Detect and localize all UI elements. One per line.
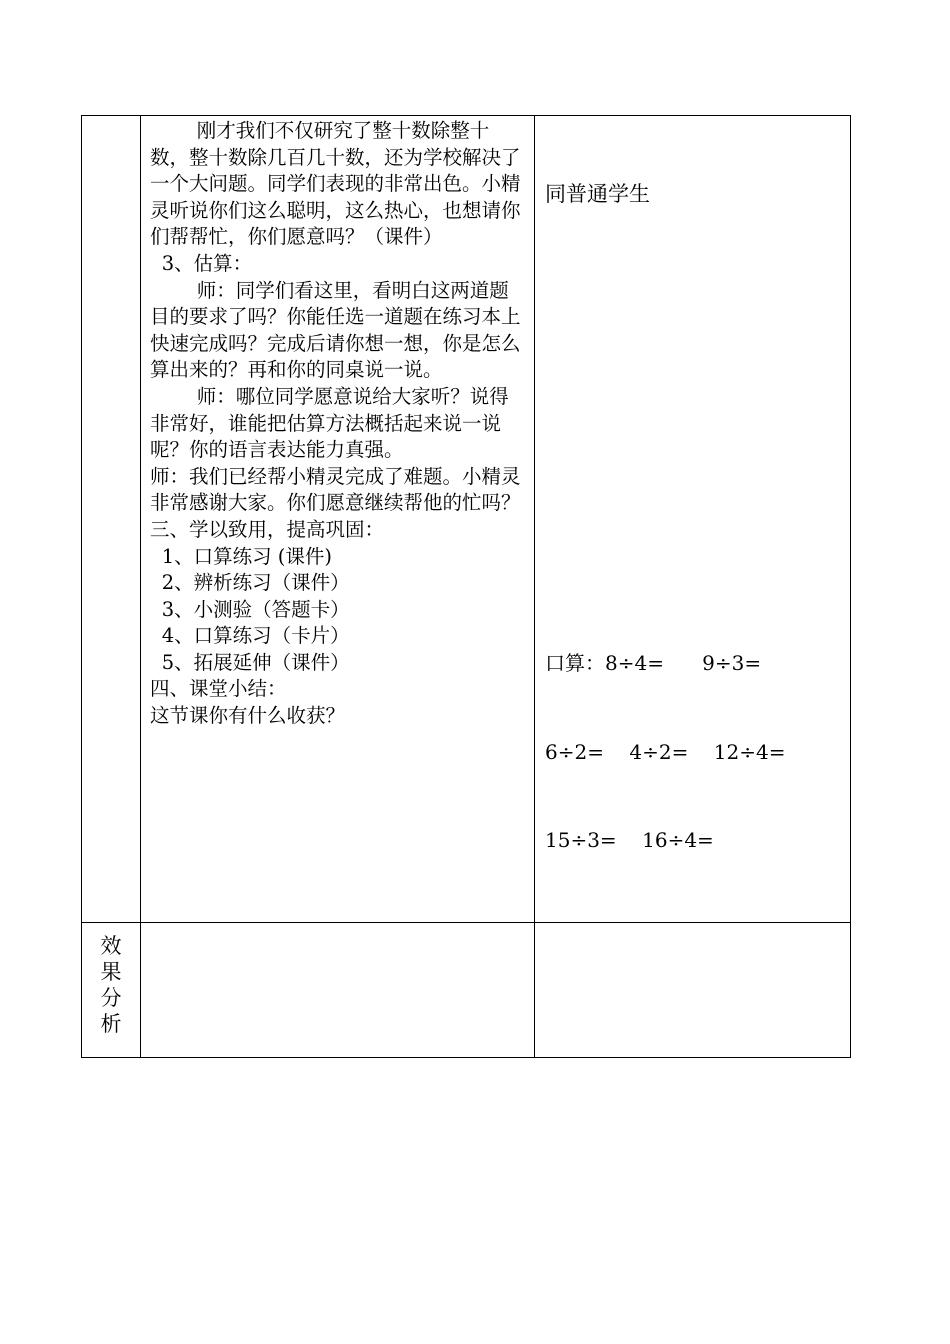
lesson-paragraph: 这节课你有什么收获？ — [150, 704, 346, 728]
lesson-paragraph: 4、口算练习（卡片） — [161, 624, 350, 648]
effect-analysis-label — [99, 933, 123, 1037]
lesson-content — [141, 116, 534, 730]
effect-analysis-row — [82, 923, 851, 1058]
label-char: 析 — [100, 1012, 122, 1036]
lesson-paragraph: 师：同学们看这里，看明白这两道题目的要求了吗？你能任选一道题在练习本上快速完成吗？完成后请你想一想，你是怎么算出来的？再和你的同桌说一说。 — [150, 278, 521, 382]
notes-cell — [535, 116, 851, 923]
lesson-row — [82, 116, 851, 923]
lesson-paragraph: 师：我们已经帮小精灵完成了难题。小精灵非常感谢大家。你们愿意继续帮他的忙吗？ — [150, 464, 521, 515]
lesson-paragraph: 5、拓展延伸（课件） — [161, 650, 350, 674]
lesson-paragraph: 1、口算练习 (课件) — [161, 544, 333, 568]
label-char: 果 — [100, 960, 122, 984]
effect-analysis-notes-cell — [535, 923, 851, 1058]
lesson-paragraph: 2、辨析练习（课件） — [161, 571, 350, 595]
label-char: 分 — [100, 986, 122, 1010]
oral-line: 口算：8÷4= 9÷3= — [545, 651, 762, 675]
lesson-plan-table — [81, 115, 851, 1058]
oral-line: 6÷2= 4÷2= 12÷4= — [545, 739, 786, 764]
lesson-paragraph: 师：哪位同学愿意说给大家听？说得非常好，谁能把估算方法概括起来说一说呢？你的语言表达能力真强。 — [150, 384, 509, 462]
effect-analysis-label-cell — [82, 923, 141, 1058]
effect-analysis-content-cell — [141, 923, 535, 1058]
same-as-regular-note: 同普通学生 — [545, 182, 650, 206]
oral-line: 15÷3= 16÷4= — [545, 828, 714, 852]
lesson-paragraph: 3、估算： — [161, 251, 253, 275]
row-label-cell-empty — [82, 116, 141, 923]
lesson-paragraph: 刚才我们不仅研究了整十数除整十数，整十数除几百几十数，还为学校解决了一个大问题。同学们表现的非常出色。小精灵听说你们这么聪明，这么热心，也想请你们帮帮忙，你们愿意吗？（课件） — [150, 119, 521, 249]
lesson-paragraph: 四、课堂小结： — [150, 677, 287, 701]
label-char: 效 — [100, 934, 122, 958]
lesson-paragraph: 三、学以致用，提高巩固： — [150, 517, 385, 541]
oral-calculation-exercises — [545, 590, 785, 915]
lesson-content-cell — [141, 116, 535, 923]
lesson-paragraph: 3、小测验（答题卡） — [161, 597, 350, 621]
